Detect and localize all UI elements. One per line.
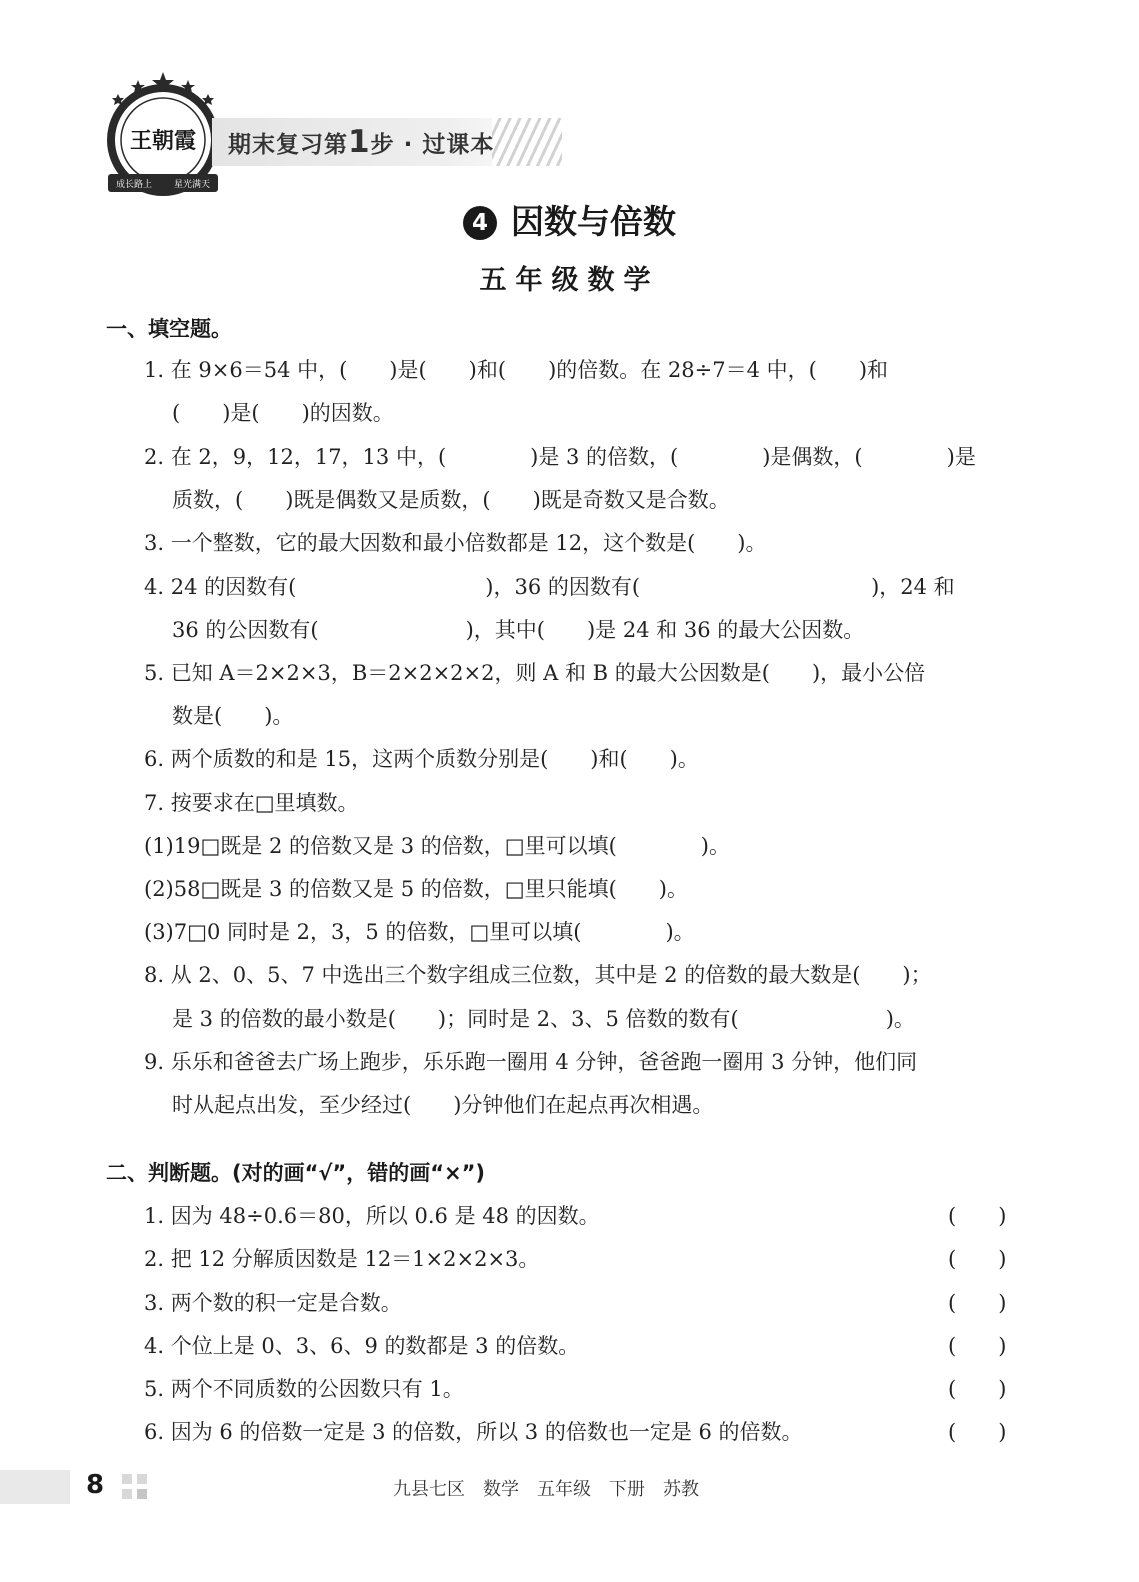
judge-item-1: 1. 因为 48÷0.6＝80，所以 0.6 是 48 的因数。 — [144, 1204, 600, 1228]
banner-text — [228, 124, 494, 160]
unit-title — [0, 196, 1139, 243]
fill-line-2b: 质数，( )既是偶数又是质数，( )既是奇数又是合数。 — [172, 488, 730, 512]
footer-square — [122, 1474, 132, 1484]
footer-bar — [0, 1470, 70, 1504]
fill-line-7-2: (2)58□既是 3 的倍数又是 5 的倍数，□里只能填( )。 — [144, 877, 688, 901]
fill-line-3: 3. 一个整数，它的最大因数和最小倍数都是 12，这个数是( )。 — [144, 531, 767, 555]
judge-answer-4: ( ) — [948, 1334, 1007, 1358]
fill-line-9: 9. 乐乐和爸爸去广场上跑步，乐乐跑一圈用 4 分钟，爸爸跑一圈用 3 分钟，他们同 — [144, 1050, 918, 1074]
judge-item-2: 2. 把 12 分解质因数是 12＝1×2×2×3。 — [144, 1247, 540, 1271]
judge-item-4: 4. 个位上是 0、3、6、9 的数都是 3 的倍数。 — [144, 1334, 580, 1358]
footer-square — [137, 1474, 147, 1484]
footer-square — [122, 1489, 132, 1499]
judge-answer-2: ( ) — [948, 1247, 1007, 1271]
judge-answer-1: ( ) — [948, 1204, 1007, 1228]
logo-name: 王朝霞 — [129, 128, 197, 154]
fill-line-4b: 36 的公因数有( )，其中( )是 24 和 36 的最大公因数。 — [172, 618, 865, 642]
fill-line-7-3: (3)7□0 同时是 2，3，5 的倍数，□里可以填( )。 — [144, 920, 695, 944]
fill-line-8: 8. 从 2、0、5、7 中选出三个数字组成三位数，其中是 2 的倍数的最大数是( )； — [144, 963, 932, 987]
unit-number-badge: 4 — [463, 206, 497, 240]
fill-line-4: 4. 24 的因数有( )，36 的因数有( )，24 和 — [144, 575, 955, 599]
footer-square — [137, 1489, 147, 1499]
banner-stripes — [492, 118, 562, 166]
page-number: 8 — [86, 1470, 105, 1500]
fill-line-7: 7. 按要求在□里填数。 — [144, 791, 359, 815]
fill-line-8b: 是 3 的倍数的最小数是( )；同时是 2、3、5 倍数的数有( )。 — [172, 1007, 915, 1031]
review-step-banner — [212, 118, 552, 166]
logo-tagline-right: 星光满天 — [173, 180, 211, 190]
judge-answer-3: ( ) — [948, 1291, 1007, 1315]
section2-heading: 二、判断题。(对的画“√”，错的画“×”) — [106, 1161, 486, 1185]
fill-line-5b: 数是( )。 — [172, 704, 294, 728]
banner-prefix: 期末复习第 — [228, 132, 348, 158]
fill-line-1b: ( )是( )的因数。 — [172, 401, 394, 425]
footer-info: 九县七区 数学 五年级 下册 苏教 — [393, 1479, 699, 1500]
banner-step-number: 1 — [348, 124, 371, 160]
judge-item-5: 5. 两个不同质数的公因数只有 1。 — [144, 1377, 464, 1401]
judge-item-3: 3. 两个数的积一定是合数。 — [144, 1291, 402, 1315]
fill-line-1: 1. 在 9×6＝54 中，( )是( )和( )的倍数。在 28÷7＝4 中，( )和 — [144, 358, 889, 382]
fill-line-7-1: (1)19□既是 2 的倍数又是 3 的倍数，□里可以填( )。 — [144, 834, 730, 858]
section1-heading: 一、填空题。 — [106, 317, 232, 341]
banner-suffix: 步 · 过课本 — [370, 132, 495, 158]
subtitle: 五年级数学 — [479, 265, 660, 296]
fill-line-6: 6. 两个质数的和是 15，这两个质数分别是( )和( )。 — [144, 747, 699, 771]
wangzhaoxia-logo — [104, 70, 222, 200]
unit-name: 因数与倍数 — [511, 202, 676, 241]
fill-line-2: 2. 在 2，9，12，17，13 中，( )是 3 的倍数，( )是偶数，( )是 — [144, 445, 976, 469]
judge-answer-6: ( ) — [948, 1420, 1007, 1444]
logo-tagline-left: 成长路上 — [115, 180, 153, 190]
judge-answer-5: ( ) — [948, 1377, 1007, 1401]
fill-line-9b: 时从起点出发，至少经过( )分钟他们在起点再次相遇。 — [172, 1093, 714, 1117]
fill-line-5: 5. 已知 A＝2×2×3，B＝2×2×2×2，则 A 和 B 的最大公因数是( )，最小公倍 — [144, 661, 926, 685]
judge-item-6: 6. 因为 6 的倍数一定是 3 的倍数，所以 3 的倍数也一定是 6 的倍数。 — [144, 1420, 803, 1444]
